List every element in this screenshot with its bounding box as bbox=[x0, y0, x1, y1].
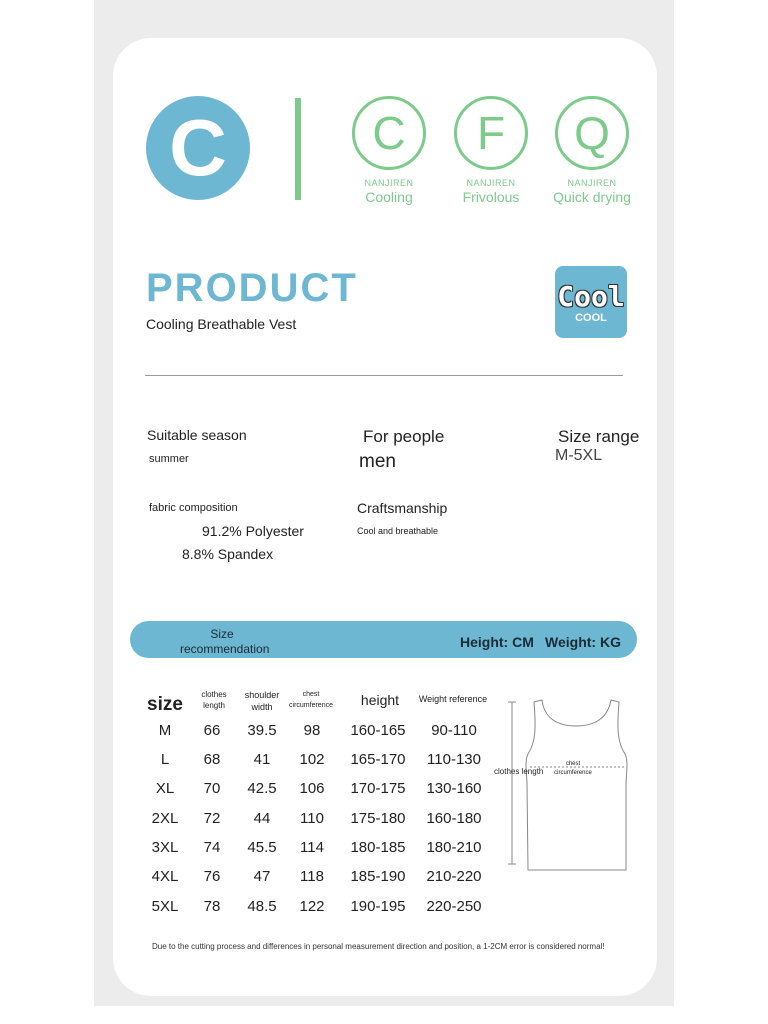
cell-size: 5XL bbox=[151, 898, 179, 915]
size-recommendation-label: Size recommendation bbox=[180, 627, 270, 656]
measurement-note: Due to the cutting process and differences in personal measurement direction and position, a 1-2CM error is considered normal! bbox=[152, 942, 605, 951]
season-label: Suitable season bbox=[147, 427, 247, 443]
cell-height: 170-175 bbox=[350, 780, 406, 797]
feature-name: Quick drying bbox=[553, 189, 631, 205]
quick-drying-icon: Q bbox=[555, 96, 629, 170]
cell-shoulder: 42.5 bbox=[247, 780, 277, 797]
cell-length: 68 bbox=[203, 751, 221, 768]
cell-length: 78 bbox=[203, 898, 221, 915]
cooling-icon: C bbox=[352, 96, 426, 170]
cell-weight: 180-210 bbox=[426, 839, 482, 856]
cell-weight: 160-180 bbox=[426, 810, 482, 827]
badge-big-text: Cool bbox=[557, 280, 625, 313]
cell-weight: 210-220 bbox=[426, 868, 482, 885]
cell-height: 175-180 bbox=[350, 810, 406, 827]
header-weight-reference: Weight reference bbox=[418, 694, 488, 704]
cool-badge-icon bbox=[555, 266, 627, 338]
height-unit-label: Height: CM bbox=[460, 634, 534, 650]
cell-chest: 114 bbox=[300, 839, 324, 856]
cell-shoulder: 41 bbox=[253, 751, 271, 768]
cell-weight: 90-110 bbox=[431, 722, 477, 739]
cell-size: 3XL bbox=[151, 839, 179, 856]
feature-cooling bbox=[344, 96, 434, 205]
fabric-label: fabric composition bbox=[149, 502, 238, 514]
cell-chest: 118 bbox=[300, 868, 324, 885]
feature-quick-drying bbox=[547, 96, 637, 205]
cell-shoulder: 48.5 bbox=[247, 898, 277, 915]
cell-shoulder: 45.5 bbox=[247, 839, 277, 856]
badge-small-text: COOL bbox=[575, 312, 607, 324]
feature-name: Cooling bbox=[365, 189, 413, 205]
people-value: men bbox=[359, 451, 396, 472]
cell-length: 70 bbox=[203, 780, 221, 797]
cell-size: XL bbox=[155, 780, 175, 797]
frivolous-icon: F bbox=[454, 96, 528, 170]
header-chest: chest circumference bbox=[289, 691, 333, 709]
divider-bar bbox=[295, 98, 301, 200]
header-clothes-length: clothes length bbox=[201, 690, 227, 710]
craft-value: Cool and breathable bbox=[357, 526, 439, 536]
header-height: height bbox=[360, 692, 400, 708]
cell-weight: 110-130 bbox=[427, 751, 481, 768]
product-subtitle: Cooling Breathable Vest bbox=[146, 316, 297, 332]
header-shoulder-width: shoulder width bbox=[244, 690, 280, 712]
brand-logo-icon: C bbox=[146, 96, 250, 200]
size-range-label: Size range bbox=[558, 427, 640, 446]
season-value: summer bbox=[149, 453, 189, 465]
cell-length: 74 bbox=[203, 839, 221, 856]
cell-height: 160-165 bbox=[350, 722, 406, 739]
section-divider bbox=[145, 375, 623, 376]
cell-size: M bbox=[158, 722, 172, 739]
feature-brand: NANJIREN bbox=[567, 178, 617, 188]
feature-frivolous bbox=[446, 96, 536, 205]
cell-length: 76 bbox=[203, 868, 221, 885]
people-label: For people bbox=[363, 427, 445, 446]
cell-chest: 110 bbox=[300, 810, 324, 827]
cell-shoulder: 39.5 bbox=[247, 722, 277, 739]
cell-height: 185-190 bbox=[350, 868, 406, 885]
cell-size: 4XL bbox=[151, 868, 179, 885]
cell-chest: 102 bbox=[299, 751, 325, 768]
cell-length: 66 bbox=[203, 722, 221, 739]
fabric-line-2: 8.8% Spandex bbox=[182, 546, 274, 562]
cell-weight: 130-160 bbox=[426, 780, 482, 797]
product-title: PRODUCT bbox=[146, 266, 358, 310]
feature-brand: NANJIREN bbox=[364, 178, 414, 188]
feature-name: Frivolous bbox=[462, 189, 520, 205]
craft-label: Craftsmanship bbox=[357, 500, 448, 516]
cell-shoulder: 44 bbox=[253, 810, 271, 827]
diagram-length-label: clothes length bbox=[494, 767, 544, 776]
fabric-line-1: 91.2% Polyester bbox=[202, 523, 304, 539]
vest-diagram-icon bbox=[500, 692, 640, 877]
diagram-chest-label: chest circumference bbox=[554, 761, 592, 776]
cell-length: 72 bbox=[203, 810, 221, 827]
cell-size: 2XL bbox=[151, 810, 179, 827]
cell-height: 165-170 bbox=[350, 751, 406, 768]
cell-chest: 106 bbox=[299, 780, 325, 797]
cell-weight: 220-250 bbox=[426, 898, 482, 915]
cell-shoulder: 47 bbox=[253, 868, 271, 885]
cell-chest: 98 bbox=[303, 722, 321, 739]
weight-unit-label: Weight: KG bbox=[545, 634, 621, 650]
cell-chest: 122 bbox=[299, 898, 325, 915]
header-size: size bbox=[147, 694, 183, 715]
cell-size: L bbox=[160, 751, 170, 768]
feature-brand: NANJIREN bbox=[466, 178, 516, 188]
cell-height: 180-185 bbox=[350, 839, 406, 856]
cell-height: 190-195 bbox=[350, 898, 406, 915]
size-range-value: M-5XL bbox=[555, 447, 603, 464]
